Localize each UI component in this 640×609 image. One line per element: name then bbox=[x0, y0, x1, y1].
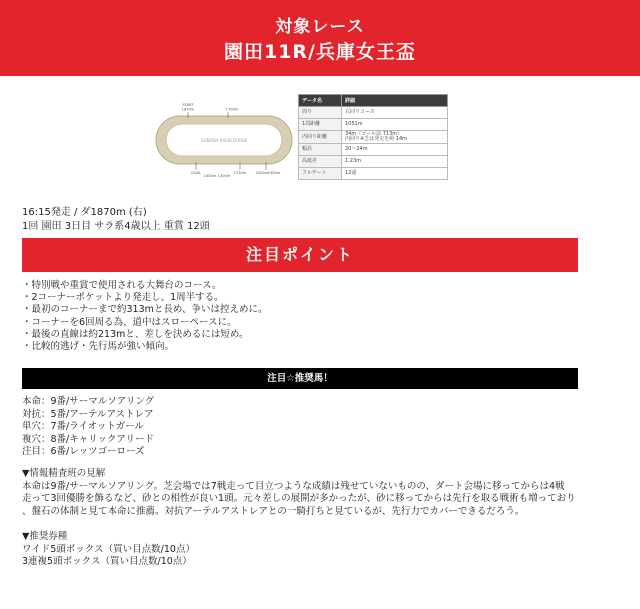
label-start: START bbox=[182, 103, 194, 107]
label-1230: 1230m bbox=[233, 171, 247, 175]
label-1700: 1700m bbox=[225, 107, 239, 112]
analysis-heading: ▼情報精査班の見解 bbox=[22, 468, 106, 479]
race-name: 園田11R/兵庫女王盃 bbox=[223, 41, 416, 63]
ticket-line: ワイド5頭ボックス（買い目点数/10点） bbox=[22, 543, 195, 555]
analysis-section bbox=[22, 468, 582, 518]
points-list bbox=[22, 280, 268, 353]
pick-item: 注目：6番/レッツゴーローズ bbox=[22, 446, 145, 457]
pick-item: 複穴：8番/キャリックアリード bbox=[22, 433, 154, 445]
table-key: フルゲート bbox=[299, 168, 342, 180]
pick-item: 本命：9番/サーマルソアリング bbox=[22, 396, 155, 407]
list-item: ・ 最後の直線は約213mと、差しを決めるには短め。 bbox=[22, 329, 268, 341]
label-2400-b: 2400m bbox=[267, 171, 281, 175]
list-item: ・ コーナーを6回周る為、道中はスローペースに。 bbox=[22, 317, 268, 329]
table-key: 高低差 bbox=[299, 156, 342, 168]
race-conditions: 1回 園田 3日目 サラ系4歳以上 重賞 12頭 bbox=[22, 221, 210, 232]
pick-item: 対抗：5番/アーテルアストレア bbox=[22, 408, 154, 420]
table-row bbox=[299, 107, 448, 119]
table-row bbox=[299, 131, 448, 144]
tickets-section bbox=[22, 531, 582, 569]
course-name-label: SONODA RACECOURSE bbox=[200, 138, 248, 143]
table-row bbox=[299, 144, 448, 156]
label-1400: 1400m bbox=[203, 174, 217, 178]
table-value-line: 34m（ゴール前 713m） bbox=[345, 131, 403, 137]
picks-heading: 注目☆推奨馬！ bbox=[22, 368, 578, 389]
pick-item: 単穴：7番/ライオットガール bbox=[22, 421, 144, 432]
table-value: 1.23m bbox=[342, 156, 448, 168]
table-value: 右回りコース bbox=[342, 107, 448, 119]
analysis-line: 本命は9番/サーマルソアリング。芝会場では7戦走って目立つような成績は残せていないものの、ダート会場に移ってからは4戦 bbox=[22, 480, 565, 492]
label-1300: 1300m bbox=[217, 174, 231, 178]
table-header-cell: 詳細 bbox=[342, 95, 448, 107]
table-value: 20〜24m bbox=[342, 144, 448, 156]
course-map bbox=[150, 98, 300, 180]
table-value-line: 内回り※芝は発走を約 14m bbox=[345, 136, 408, 142]
table-header-cell: データ名 bbox=[299, 95, 342, 107]
list-item: ・ 比較的逃げ・先行馬が強い傾向。 bbox=[22, 341, 268, 353]
table-key: 内回り距離 bbox=[299, 131, 342, 144]
table-value: 12頭 bbox=[342, 168, 448, 180]
list-item: ・ 最初のコーナーまで約313mと長め、争いは控えめに。 bbox=[22, 304, 268, 316]
table-row bbox=[299, 156, 448, 168]
header-title: 対象レース bbox=[275, 17, 365, 37]
table-row bbox=[299, 119, 448, 131]
table-key: 1周距離 bbox=[299, 119, 342, 131]
label-goal: GOAL bbox=[190, 171, 202, 175]
race-header-banner bbox=[0, 0, 640, 76]
analysis-line: 、盤石の体制と見て本命に推薦。対抗アーテルアストレアとの一騎打ちと見ているが、先行力でカバーできるだろう。 bbox=[22, 505, 525, 517]
race-time-distance: 16:15発走 / ダ1870m (右) bbox=[22, 207, 147, 218]
picks-list bbox=[22, 396, 154, 459]
tickets-heading: ▼推奨券種 bbox=[22, 531, 68, 542]
list-item: ・ 特別戦や重賞で使用される大舞台のコース。 bbox=[22, 280, 268, 292]
label-1870: 1870m bbox=[181, 107, 195, 112]
ticket-line: 3連複5頭ボックス（買い目点数/10点） bbox=[22, 556, 192, 568]
table-value: 1051m bbox=[342, 119, 448, 131]
label-2400-a: 2400m bbox=[255, 171, 269, 175]
table-header-row bbox=[299, 95, 448, 107]
list-item: ・ 2コーナーポケットより発走し、1周半する。 bbox=[22, 292, 268, 304]
table-row bbox=[299, 168, 448, 180]
table-value bbox=[342, 131, 448, 144]
table-key: 幅員 bbox=[299, 144, 342, 156]
analysis-line: 走って3回優勝を飾るなど、砂との相性が良い1頭。元々差しの展開が多かったが、砂に移ってからは先行を取る戦術も増っており bbox=[22, 493, 576, 505]
table-key: 周り bbox=[299, 107, 342, 119]
course-data-table bbox=[298, 94, 448, 180]
points-heading: 注目ポイント bbox=[22, 238, 578, 272]
